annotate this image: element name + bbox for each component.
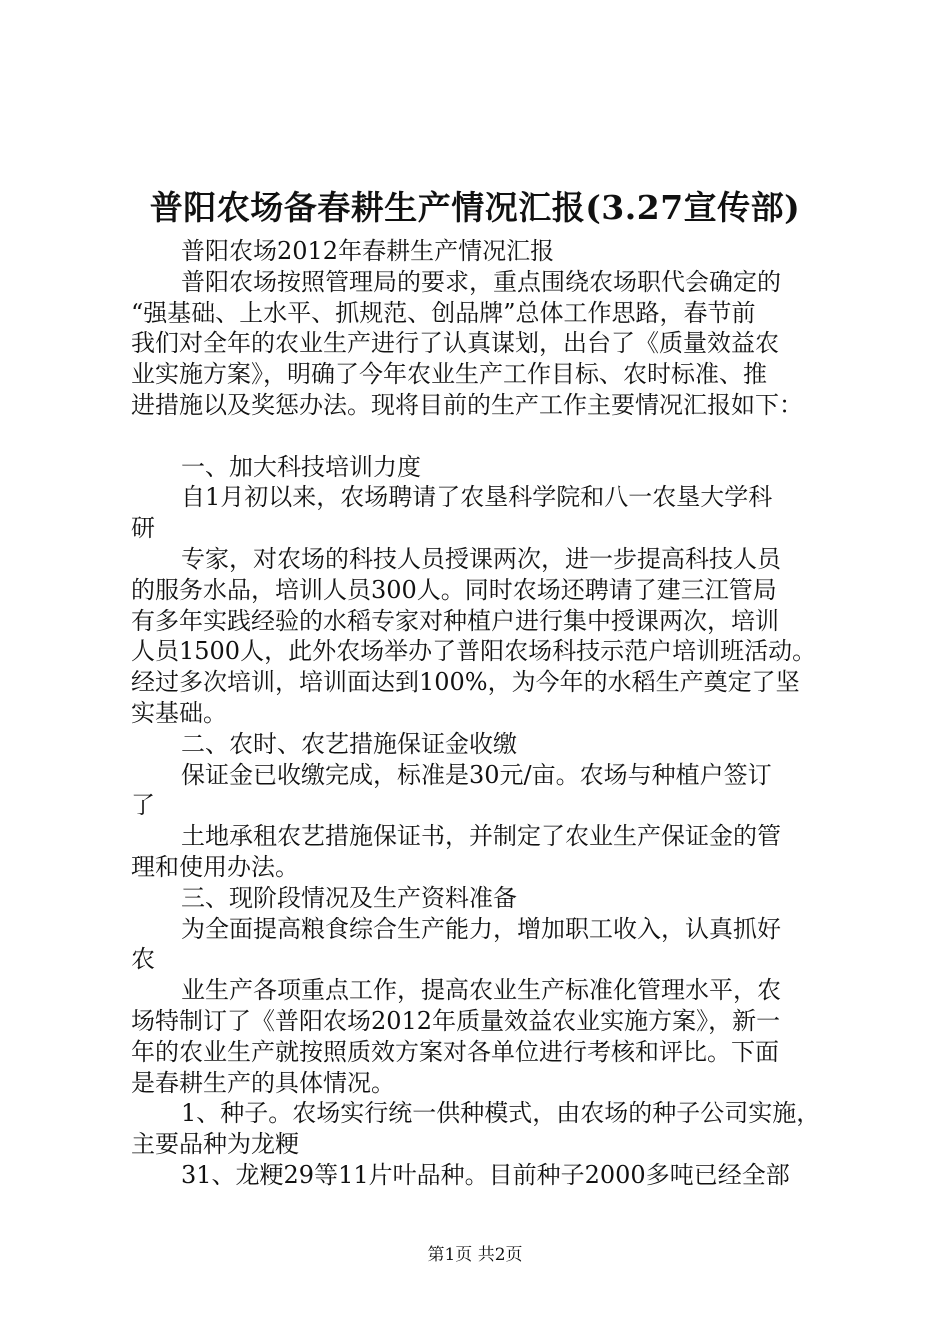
- text-line: 人员1500人，此外农场举办了普阳农场科技示范户培训班活动。: [131, 637, 817, 666]
- text-line: 农: [131, 945, 155, 974]
- text-line: 是春耕生产的具体情况。: [131, 1068, 395, 1097]
- text-line: 主要品种为龙粳: [131, 1130, 299, 1159]
- text-line: 保证金已收缴完成，标准是30元/亩。农场与种植户签订: [181, 760, 772, 789]
- text-line: 普阳农场按照管理局的要求，重点围绕农场职代会确定的: [181, 267, 781, 296]
- text-line: 二、农时、农艺措施保证金收缴: [181, 729, 517, 758]
- text-line: 土地承租农艺措施保证书，并制定了农业生产保证金的管: [181, 822, 781, 851]
- text-line: 三、现阶段情况及生产资料准备: [181, 883, 517, 912]
- document-body: [131, 236, 851, 1191]
- text-line: 31、龙粳29等11片叶品种。目前种子2000多吨已经全部: [181, 1160, 790, 1189]
- text-line: 经过多次培训，培训面达到100%，为今年的水稻生产奠定了坚: [131, 668, 800, 697]
- text-line: 业生产各项重点工作，提高农业生产标准化管理水平，农: [181, 976, 781, 1005]
- text-line: 业实施方案》，明确了今年农业生产工作目标、农时标准、推: [131, 360, 767, 389]
- page-footer: 第1页 共2页: [427, 1245, 523, 1265]
- text-line: 理和使用办法。: [131, 852, 299, 881]
- text-line: 实基础。: [131, 698, 227, 727]
- text-line: 专家，对农场的科技人员授课两次，进一步提高科技人员: [181, 544, 781, 573]
- text-line: 了: [131, 791, 155, 820]
- blank-line: [131, 421, 851, 452]
- text-line: 年的农业生产就按照质效方案对各单位进行考核和评比。下面: [131, 1037, 779, 1066]
- text-line: 1、种子。农场实行统一供种模式，由农场的种子公司实施，: [181, 1099, 821, 1128]
- text-line: 场特制订了《普阳农场2012年质量效益农业实施方案》，新一: [131, 1006, 781, 1035]
- text-line: 我们对全年的农业生产进行了认真谋划，出台了《质量效益农: [131, 329, 779, 358]
- text-line: 的服务水品，培训人员300人。同时农场还聘请了建三江管局: [131, 575, 777, 604]
- text-line: 为全面提高粮食综合生产能力，增加职工收入，认真抓好: [181, 914, 781, 943]
- text-line: 普阳农场2012年春耕生产情况汇报: [181, 237, 555, 265]
- text-line: “强基础、上水平、抓规范、创品牌”总体工作思路，春节前: [131, 298, 756, 327]
- text-line: 一、加大科技培训力度: [181, 452, 421, 481]
- text-line: 自1月初以来，农场聘请了农垦科学院和八一农垦大学科: [181, 483, 773, 512]
- document-title: 普阳农场备春耕生产情况汇报(3.27宣传部): [149, 188, 801, 227]
- text-line: 有多年实践经验的水稻专家对种植户进行集中授课两次，培训: [131, 606, 779, 635]
- text-line: 进措施以及奖惩办法。现将目前的生产工作主要情况汇报如下：: [131, 390, 803, 419]
- text-line: 研: [131, 514, 155, 543]
